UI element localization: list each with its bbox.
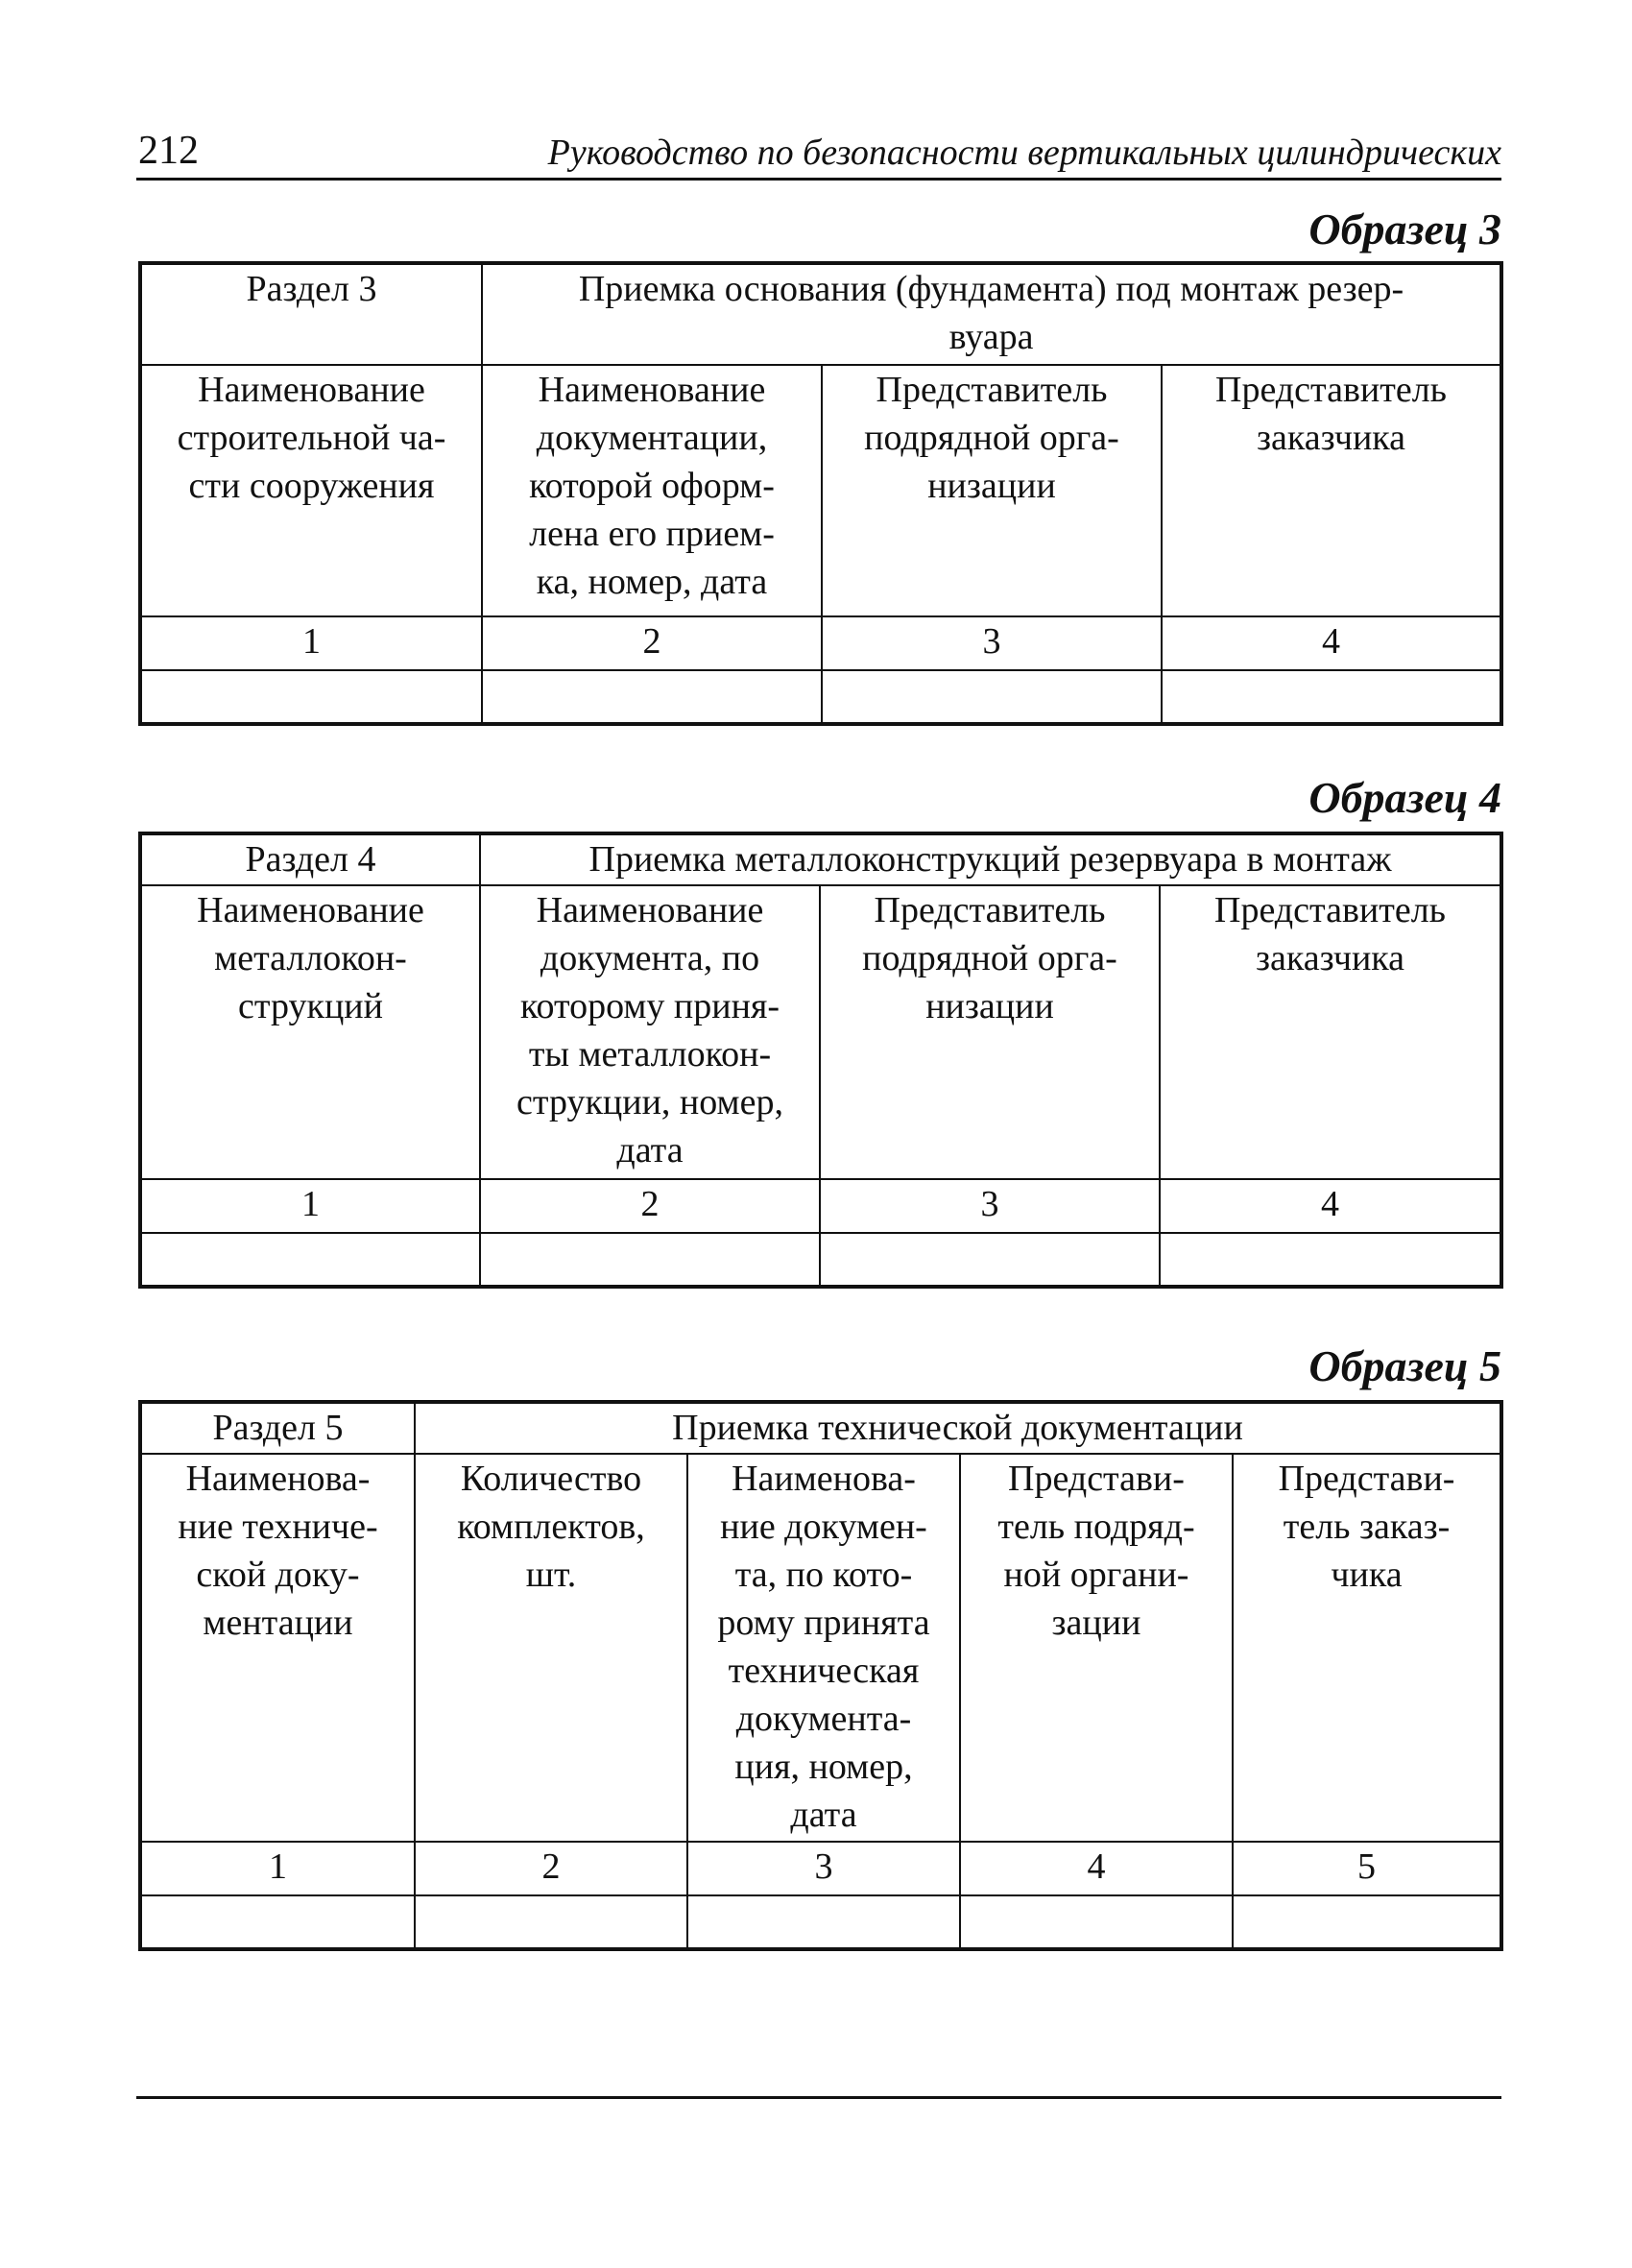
empty-cell <box>140 670 482 724</box>
column-number: 2 <box>480 1179 820 1233</box>
section-cell: Раздел 5 <box>140 1402 415 1454</box>
sample-3-label: Образец 3 <box>1308 205 1501 253</box>
column-number: 4 <box>960 1842 1233 1895</box>
sample-5-label: Образец 5 <box>1308 1341 1501 1390</box>
column-number: 3 <box>822 616 1162 670</box>
section-cell: Раздел 3 <box>140 263 482 365</box>
column-header: Количество комплектов, шт. <box>415 1454 687 1842</box>
column-header: Представи- тель подряд- ной органи- зации <box>960 1454 1233 1842</box>
sample-4-label: Образец 4 <box>1308 773 1501 822</box>
page-header <box>136 130 1501 181</box>
sample-4-table <box>138 832 1503 1289</box>
column-header: Наименова- ние техниче- ской доку- ментации <box>140 1454 415 1842</box>
section-title-cell: Приемка металлоконструкций резервуара в монтаж <box>480 833 1501 885</box>
empty-cell <box>480 1233 820 1287</box>
column-header: Представитель подрядной орга- низации <box>822 365 1162 616</box>
empty-cell <box>140 1895 415 1949</box>
column-number: 3 <box>687 1842 960 1895</box>
column-number: 1 <box>140 1179 480 1233</box>
column-number: 4 <box>1162 616 1501 670</box>
section-cell: Раздел 4 <box>140 833 480 885</box>
column-header: Наименование документации, которой оформ- лена его прием- ка, номер, дата <box>482 365 822 616</box>
column-number: 1 <box>140 1842 415 1895</box>
empty-cell <box>140 1233 480 1287</box>
empty-cell <box>820 1233 1160 1287</box>
column-number: 1 <box>140 616 482 670</box>
column-number: 5 <box>1233 1842 1501 1895</box>
column-header: Представитель заказчика <box>1162 365 1501 616</box>
column-header: Наименование строительной ча- сти сооружения <box>140 365 482 616</box>
empty-cell <box>1233 1895 1501 1949</box>
section-title-cell: Приемка технической документации <box>415 1402 1501 1454</box>
empty-cell <box>960 1895 1233 1949</box>
footer-rule <box>136 2096 1501 2099</box>
column-header: Представитель заказчика <box>1160 885 1501 1179</box>
empty-cell <box>1162 670 1501 724</box>
empty-cell <box>822 670 1162 724</box>
empty-cell <box>415 1895 687 1949</box>
column-number: 2 <box>482 616 822 670</box>
column-header: Представитель подрядной орга- низации <box>820 885 1160 1179</box>
running-title: Руководство по безопасности вертикальных цилиндрических <box>547 133 1501 173</box>
column-number: 3 <box>820 1179 1160 1233</box>
column-number: 2 <box>415 1842 687 1895</box>
column-header: Представи- тель заказ- чика <box>1233 1454 1501 1842</box>
empty-cell <box>1160 1233 1501 1287</box>
empty-cell <box>482 670 822 724</box>
page-number: 212 <box>138 129 199 173</box>
section-title-cell: Приемка основания (фундамента) под монтаж резер- вуара <box>482 263 1501 365</box>
empty-cell <box>687 1895 960 1949</box>
sample-3-table <box>138 261 1503 726</box>
column-header: Наименование металлокон- струкций <box>140 885 480 1179</box>
column-number: 4 <box>1160 1179 1501 1233</box>
column-header: Наименование документа, по которому приня- ты металлокон- струкции, номер, дата <box>480 885 820 1179</box>
column-header: Наименова- ние докумен- та, по кото- рому принята техническая документа- ция, номер, дата <box>687 1454 960 1842</box>
sample-5-table <box>138 1400 1503 1951</box>
